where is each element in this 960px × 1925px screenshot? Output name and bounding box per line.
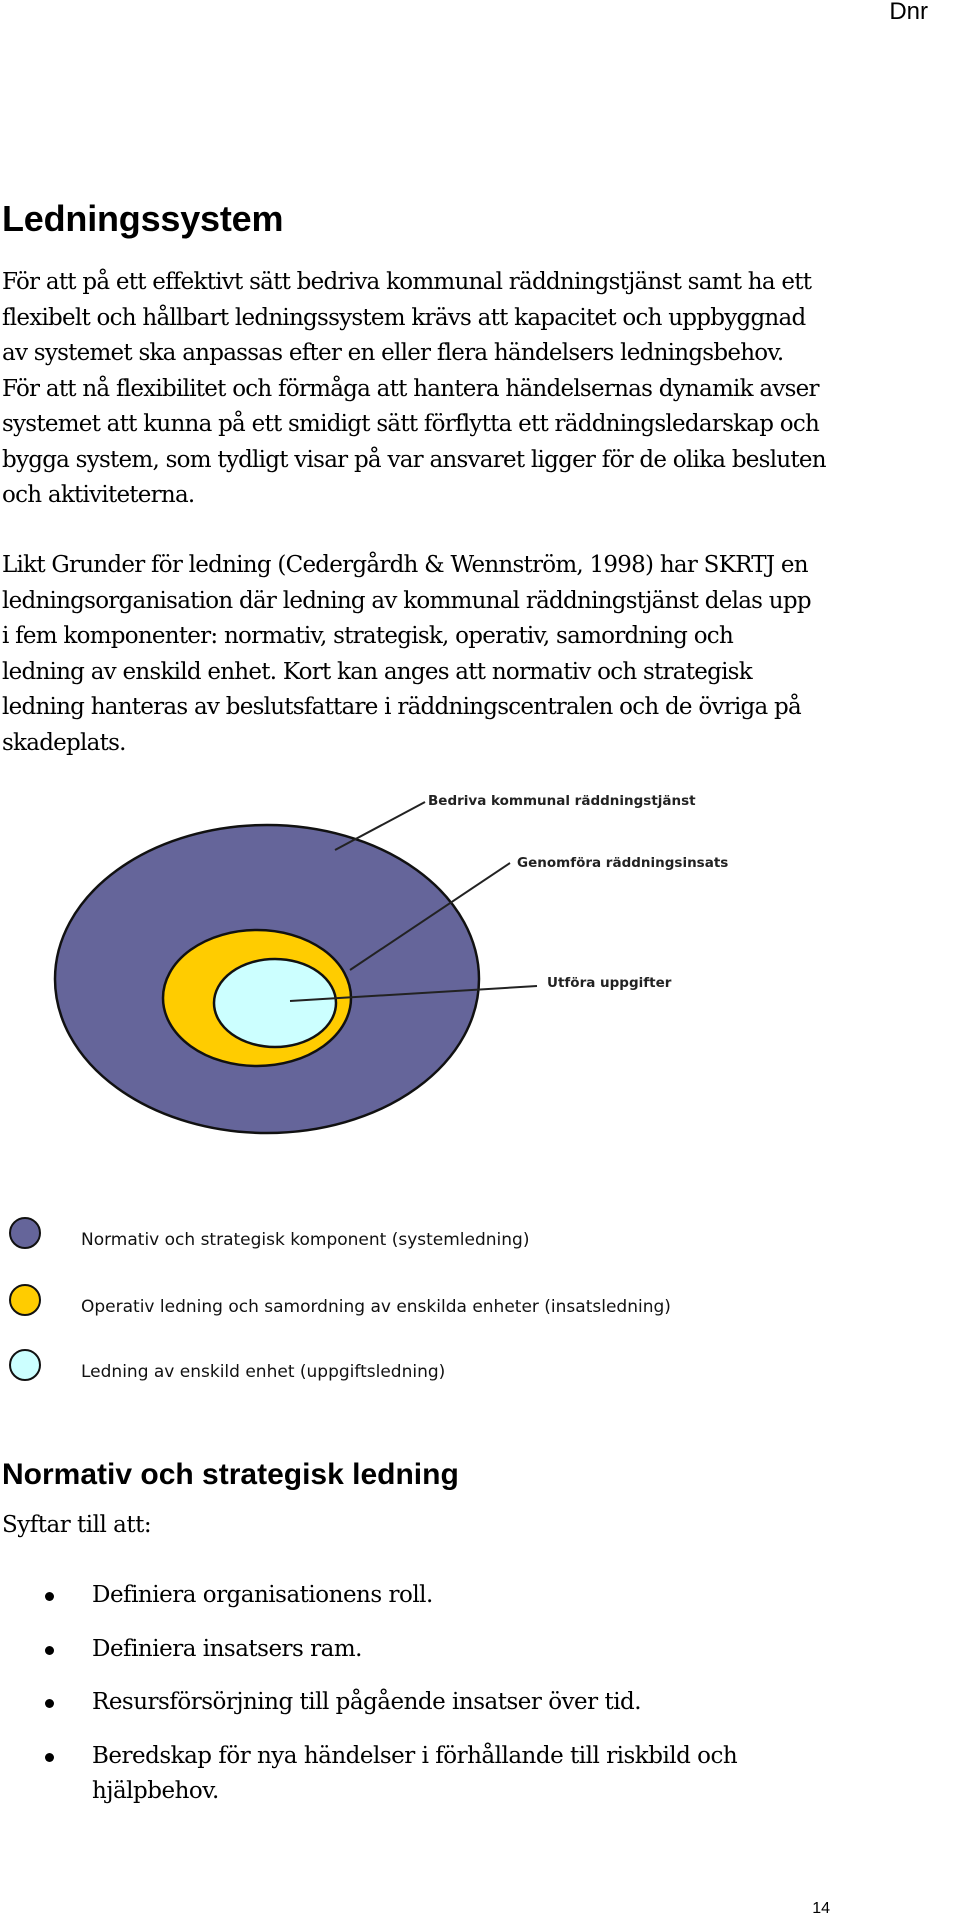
- bullet-icon: [45, 1699, 54, 1708]
- legend-swatch-task-level: [10, 1350, 40, 1380]
- paragraph-line: skadeplats.: [2, 729, 126, 756]
- label-middle: Genomföra räddningsinsats: [517, 855, 729, 871]
- paragraph-line: För att på ett effektivt sätt bedriva kommunal räddningstjänst samt ha ett: [2, 269, 812, 295]
- paragraph-line: av systemet ska anpassas efter en eller flera händelsers ledningsbehov.: [2, 340, 784, 366]
- inner-ellipse-task-level: [214, 959, 336, 1047]
- paragraph-line: och aktiviteterna.: [2, 482, 195, 508]
- label-inner: Utföra uppgifter: [547, 975, 672, 991]
- document-number-label: Dnr: [889, 0, 928, 25]
- paragraph-line: bygga system, som tydligt visar på var ansvaret ligger för de olika besluten: [2, 446, 826, 473]
- leader-line-outer: [335, 802, 425, 850]
- paragraph-line: För att nå flexibilitet och förmåga att hantera händelsernas dynamik avser: [2, 375, 819, 402]
- legend-swatch-operation-level: [10, 1285, 40, 1315]
- purpose-list: [0, 1578, 960, 1810]
- paragraph-line: flexibelt och hållbart ledningssystem krävs att kapacitet och uppbyggnad: [2, 304, 806, 331]
- paragraph-line: ledningsorganisation där ledning av kommunal räddningstjänst delas upp: [2, 587, 811, 614]
- paragraph-intro: [2, 265, 960, 514]
- legend-label: Operativ ledning och samordning av enskilda enheter (insatsledning): [81, 1297, 671, 1317]
- bullet-icon: [45, 1646, 54, 1655]
- command-levels-diagram: [0, 780, 960, 1140]
- list-item: Definiera organisationens roll.: [0, 1578, 960, 1614]
- page-number: 14: [812, 1900, 830, 1917]
- list-item: Resursförsörjning till pågående insatser över tid.: [0, 1685, 960, 1721]
- list-item: Definiera insatsers ram.: [0, 1632, 960, 1668]
- legend-label: Ledning av enskild enhet (uppgiftsledning): [81, 1362, 446, 1382]
- legend-swatch-system-level: [10, 1218, 40, 1248]
- paragraph-line: Likt Grunder för ledning (Cedergårdh & Wennström, 1998) har SKRTJ en: [2, 552, 808, 578]
- bullet-icon: [45, 1592, 54, 1601]
- bullet-icon: [45, 1753, 54, 1762]
- legend-label: Normativ och strategisk komponent (systemledning): [81, 1230, 530, 1250]
- paragraph-components: [2, 548, 960, 761]
- paragraph-line: systemet att kunna på ett smidigt sätt förflytta ett räddningsledarskap och: [2, 411, 820, 437]
- paragraph-line: ledning av enskild enhet. Kort kan anges att normativ och strategisk: [2, 658, 752, 685]
- paragraph-line: i fem komponenter: normativ, strategisk, operativ, samordning och: [2, 623, 734, 649]
- paragraph-line: ledning hanteras av beslutsfattare i räddningscentralen och de övriga på: [2, 694, 801, 720]
- label-outer: Bedriva kommunal räddningstjänst: [428, 793, 696, 809]
- list-item: Beredskap för nya händelser i förhållande till riskbild och hjälpbehov.: [0, 1739, 960, 1810]
- section-heading-normativ: Normativ och strategisk ledning: [2, 1458, 459, 1491]
- diagram-legend: [0, 1210, 960, 1400]
- list-intro: Syftar till att:: [2, 1512, 152, 1538]
- section-heading-ledningssystem: Ledningssystem: [2, 198, 284, 239]
